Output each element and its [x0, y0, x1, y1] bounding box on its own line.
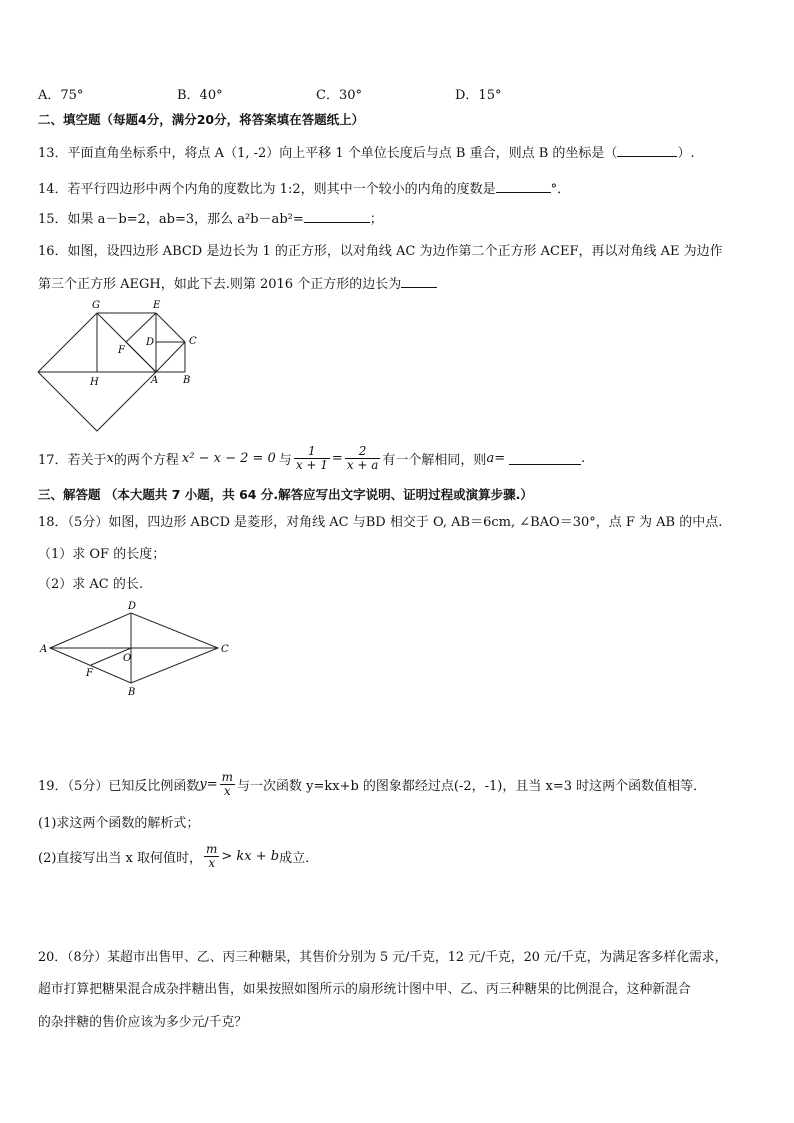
q19-sub2-num: m	[206, 841, 218, 856]
question-16-line1: 16．如图，设四边形 ABCD 是边长为 1 的正方形，以对角线 AC 为边作第二个正方形 ACEF，再以对角线 AE 为边作	[38, 244, 723, 259]
label-d: D	[128, 601, 137, 612]
q16-text: 第三个正方形 AEGH，如此下去.则第 2016 个正方形的边长为	[38, 277, 402, 292]
label-c: C	[221, 644, 229, 655]
q17-fraction-1	[294, 445, 330, 472]
q19-eq: =	[206, 776, 218, 792]
section-2-heading: 二、填空题（每题4分，满分20分，将答案填在答题纸上）	[38, 112, 365, 127]
q19-sub2-pre: (2)直接写出当 x 取何值时，	[38, 850, 203, 866]
label-g: G	[92, 300, 100, 311]
q15-text: 15．如果 a－b=2，ab=3，那么 a²b－ab²=	[38, 212, 304, 227]
q19-post: 与一次函数 y=kx+b 的图象都经过点(-2，-1)，且当 x=3 时这两个函数值相等．	[236, 778, 707, 794]
label-e: E	[153, 300, 161, 311]
option-c: C．30°	[316, 88, 362, 103]
label-f: F	[118, 345, 125, 356]
figure-18-rhombus	[36, 600, 236, 700]
q17-pre: 17．若关于	[38, 452, 107, 468]
option-d: D．15°	[455, 88, 502, 103]
option-a: A．75°	[38, 88, 84, 103]
q19-frac-num: m	[221, 769, 233, 784]
q19-y: y	[199, 776, 207, 792]
q17-equals: =	[331, 450, 343, 466]
label-b: B	[128, 687, 136, 698]
q15-end: ；	[369, 212, 383, 227]
q19-pre: 19．（5分）已知反比例函数	[38, 778, 200, 794]
q19-sub2-fraction	[204, 843, 219, 870]
label-a: A	[40, 644, 48, 655]
q16-blank	[401, 275, 437, 288]
q15-blank	[304, 210, 370, 223]
q17-frac2-num: 2	[358, 443, 367, 458]
question-15	[38, 208, 383, 227]
label-c: C	[189, 336, 197, 347]
label-h: H	[90, 377, 99, 388]
q19-sub2-post: 成立．	[279, 850, 319, 866]
q17-mid2: 与	[278, 452, 292, 468]
q17-equation-1: x² − x − 2 = 0	[181, 450, 276, 466]
q17-frac2-den: x + a	[346, 457, 379, 472]
q17-mid3: 有一个解相同，则	[382, 452, 487, 468]
q17-end: .	[581, 450, 586, 466]
q17-tail: =	[494, 450, 506, 466]
q19-sub2-den: x	[204, 856, 219, 870]
question-13	[38, 142, 695, 161]
q19-frac-den: x	[220, 784, 235, 798]
label-a: A	[151, 375, 159, 386]
question-19	[38, 766, 706, 802]
q14-end: °．	[550, 182, 571, 197]
q13-text: 13．平面直角坐标系中，将点 A（1, -2）向上平移 1 个单位长度后与点 B 重合，则点 B 的坐标是（	[38, 146, 618, 161]
q17-frac1-den: x + 1	[295, 457, 328, 472]
label-b: B	[183, 375, 191, 386]
label-o: O	[123, 653, 132, 664]
label-d: D	[146, 337, 155, 348]
label-f: F	[86, 668, 93, 679]
question-19-part-1: (1)求这两个函数的解析式；	[38, 816, 200, 831]
q17-mid1: 的两个方程	[113, 452, 179, 468]
question-20-line3: 的杂拌糖的售价应该为多少元/千克？	[38, 1015, 248, 1030]
q13-end: ）.	[677, 146, 695, 161]
question-16-line2	[38, 273, 437, 292]
question-18: 18．（5分）如图，四边形 ABCD 是菱形，对角线 AC 与BD 相交于 O, AB＝6cm, ∠BAO＝30°，点 F 为 AB 的中点.	[38, 515, 723, 530]
question-18-part-1: （1）求 OF 的长度；	[38, 547, 166, 562]
q17-var-x: x	[106, 450, 114, 466]
question-14	[38, 178, 570, 197]
q17-fraction-2	[345, 445, 381, 472]
question-20-line1: 20．（8分）某超市出售甲、乙、丙三种糖果，其售价分别为 5 元/千克，12 元/千克，20 元/千克，为满足客多样化需求，	[38, 950, 728, 965]
option-b: B．40°	[177, 88, 223, 103]
q13-blank	[617, 144, 677, 157]
q17-var-a: a	[486, 450, 495, 466]
q14-text: 14．若平行四边形中两个内角的度数比为 1:2，则其中一个较小的内角的度数是	[38, 182, 496, 197]
q17-frac1-num: 1	[308, 443, 316, 458]
q19-fraction	[220, 771, 235, 798]
q19-sub2-inequality: > kx + b	[221, 848, 280, 864]
question-17	[38, 440, 585, 476]
question-20-line2: 超市打算把糖果混合成杂拌糖出售，如果按照如图所示的扇形统计图中甲、乙、丙三种糖果的比例混合，这种新混合	[38, 982, 691, 997]
question-19-part-2	[38, 838, 318, 874]
section-3-heading: 三、解答题 （本大题共 7 小题，共 64 分.解答应写出文字说明、证明过程或演算步骤.）	[38, 487, 533, 502]
q17-blank	[509, 452, 581, 465]
question-18-part-2: （2）求 AC 的长.	[38, 577, 144, 592]
q14-blank	[496, 180, 551, 193]
figure-16-squares	[30, 295, 210, 435]
